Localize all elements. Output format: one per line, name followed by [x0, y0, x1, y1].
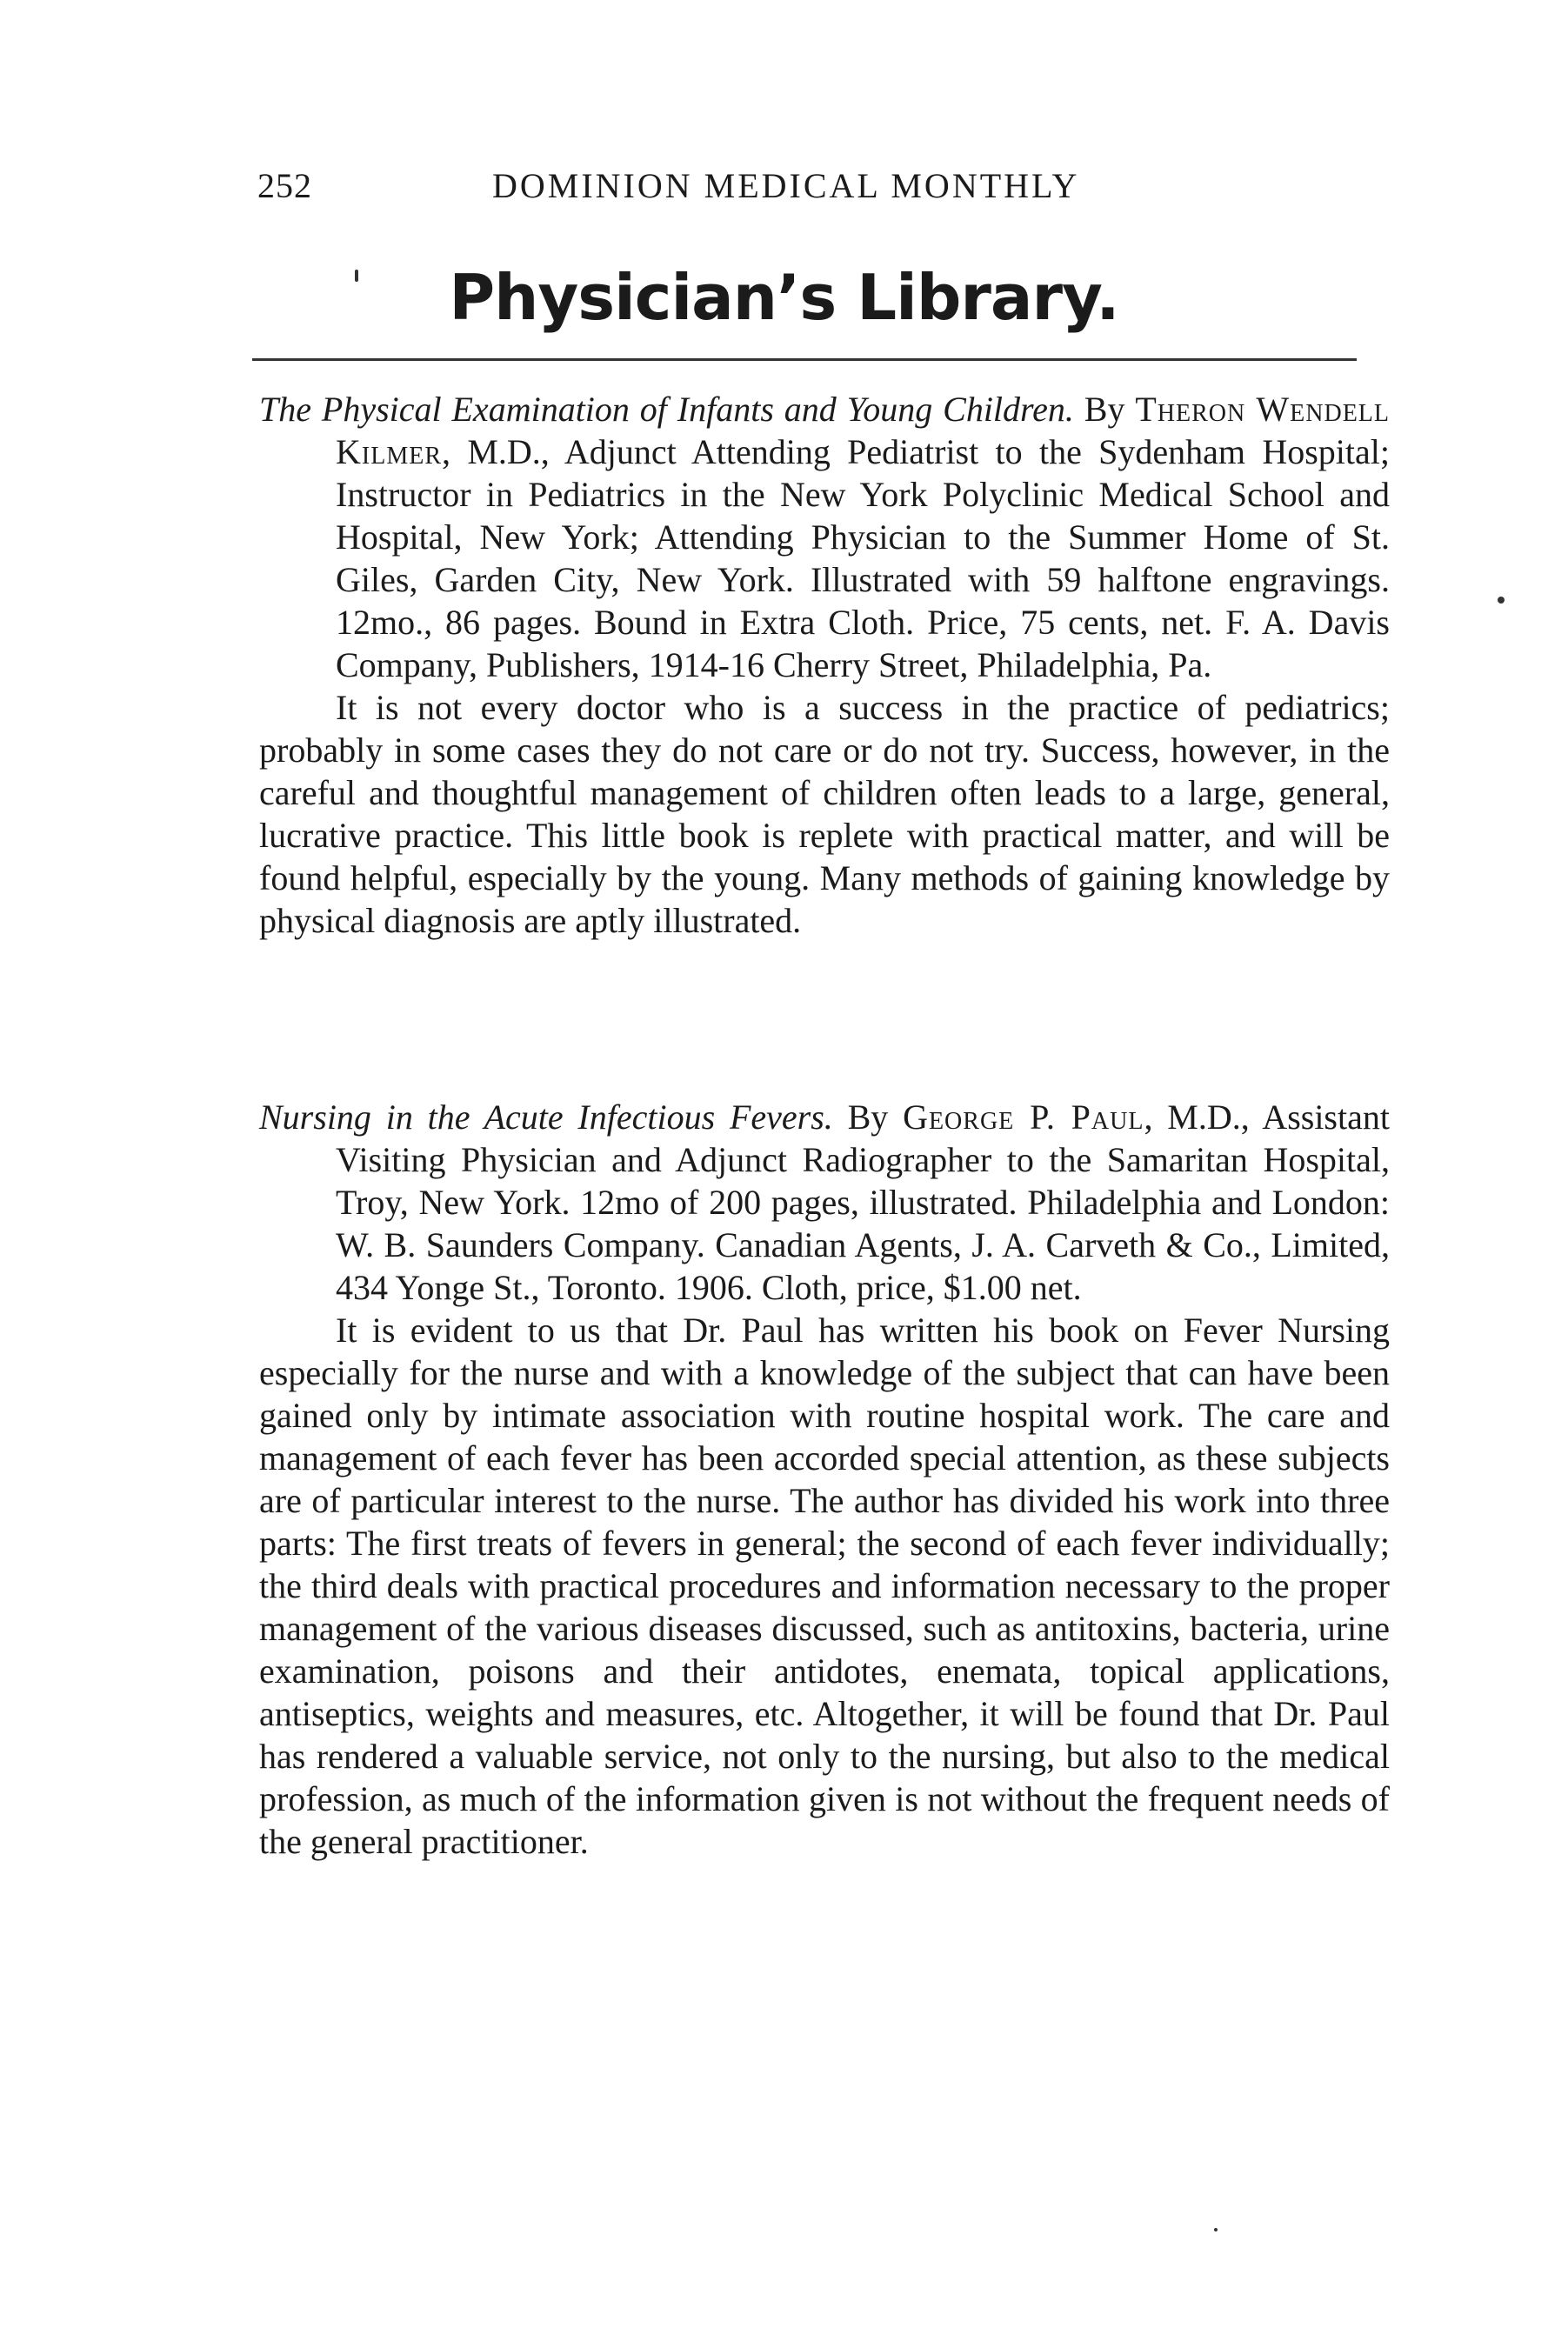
by-word: By	[847, 1097, 889, 1137]
journal-title: DOMINION MEDICAL MONTHLY	[492, 166, 1080, 205]
review-text: It is not every doctor who is a success in the practice of pediatrics; probably in some cases they do not care or do not try. Success, however, in the careful and thoughtful management of children often leads to a large, general, lucrative practice. This little book is replete with practical matter, and will be found helpful, especially by the young. Many methods of gaining knowledge by physical diagnosis are aptly illustrated.	[259, 688, 1390, 940]
review-citation	[259, 388, 1390, 686]
book-author: George P. Paul	[903, 1097, 1144, 1137]
book-author: Theron Wendell Kilmer	[336, 390, 1391, 471]
book-title: The Physical Examination of Infants and Young Children.	[259, 390, 1074, 429]
book-title: Nursing in the Acute Infectious Fevers.	[259, 1097, 833, 1137]
citation-details: , M.D., Adjunct Attending Pediatrist to the Sydenham Hospital; Instructor in Pediatrics in the New York Polyclinic Medical School and Hospital, New York; Attending Physician to the Summer Home of St. Giles, Garden City, New York. Illustrated with 59 halftone engravings. 12mo., 86 pages. Bound in Extra Cloth. Price, 75 cents, net. F. A. Davis Company, Publishers, 1914-16 Cherry Street, Philadelphia, Pa.	[336, 432, 1390, 684]
scan-speck	[355, 270, 358, 282]
review-text: It is evident to us that Dr. Paul has written his book on Fever Nursing especially for the nurse and with a knowledge of the subject that can have been gained only by intimate association with routine hospital work. The care and management of each fever has been accorded special attention, as these subjects are of particular interest to the nurse. The author has divided his work into three parts: The first treats of fevers in general; the second of each fever individually; the third deals with practical procedures and information necessary to the proper management of the various diseases discussed, such as antitoxins, bacteria, urine examination, poisons and their antidotes, enemata, topical applications, antiseptics, weights and measures, etc. Altogether, it will be found that Dr. Paul has rendered a valuable service, not only to the nursing, but also to the medical profession, as much of the information given is not without the frequent needs of the general practitioner.	[259, 1311, 1390, 1861]
title-divider	[252, 358, 1357, 361]
review-fever-nursing	[259, 1096, 1390, 1863]
review-citation	[259, 1096, 1390, 1309]
citation-details: , M.D., Assistant Visiting Physician and Adjunct Radiographer to the Samaritan Hospital, Troy, New York. 12mo of 200 pages, illustrated. Philadelphia and London: W. B. Saunders Company. Canadian Agents, J. A. Carveth & Co., Limited, 434 Yonge St., Toronto. 1906. Cloth, price, $1.00 net.	[336, 1097, 1390, 1307]
scan-speck	[1214, 2228, 1218, 2231]
section-title: Physician’s Library.	[449, 261, 1119, 334]
running-head	[257, 165, 1379, 217]
by-word: By	[1084, 390, 1125, 429]
page-number: 252	[257, 166, 312, 205]
review-infant-examination	[259, 388, 1390, 942]
scan-speck	[1498, 597, 1505, 604]
